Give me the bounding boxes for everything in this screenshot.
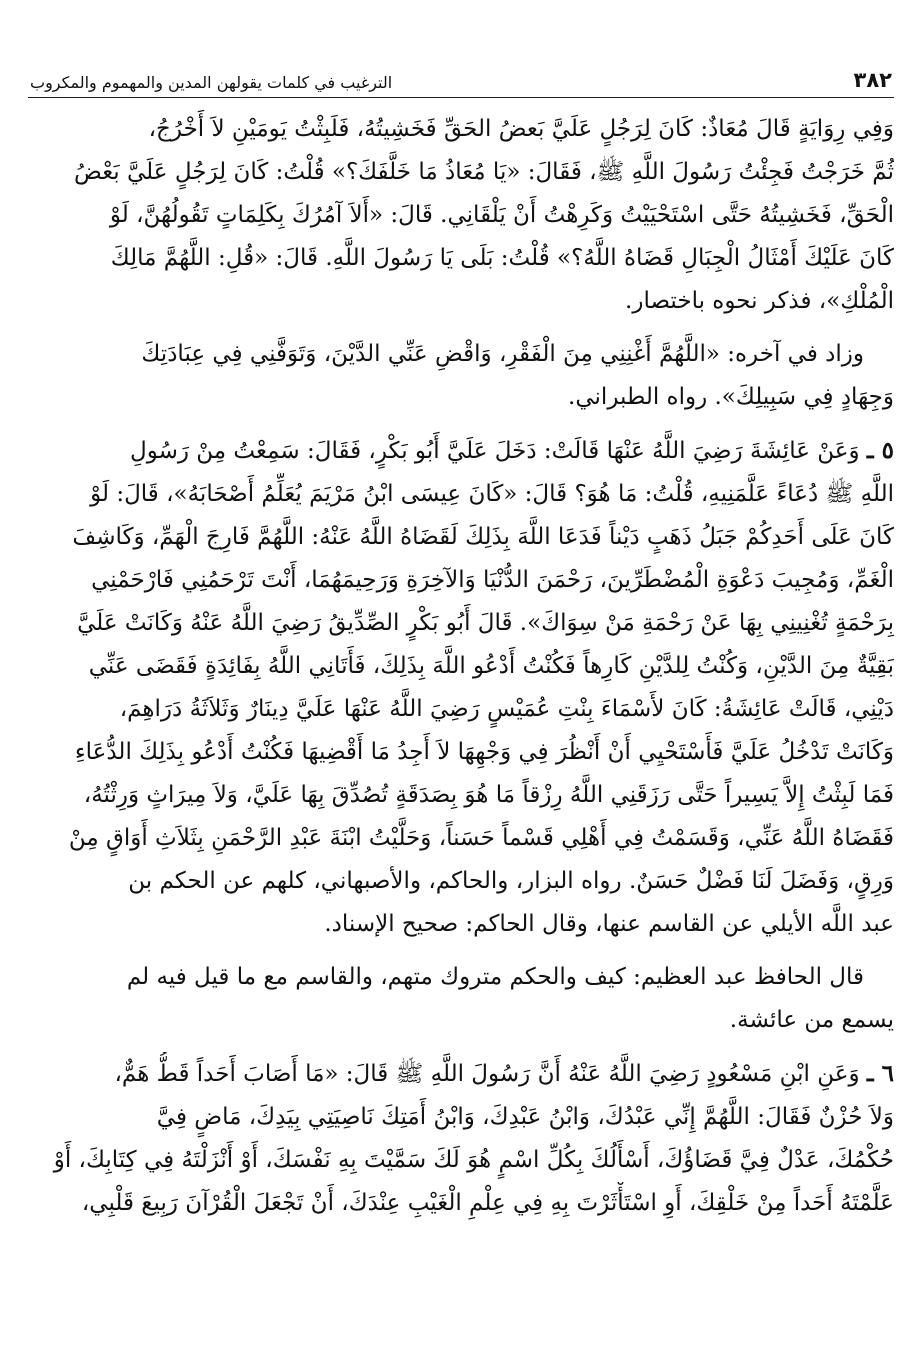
hadith-text: وَعَنْ عَائِشَةَ رَضِيَ اللَّهُ عَنْهَا قَالَتْ: دَخَلَ عَلَيَّ أَبُو بَكْرٍ، فَقَالَ: سَمِعْتُ مِنْ رَسُولِ xyxy=(130,438,860,464)
text-line: فَمَا لَبِثْتُ إِلاَّ يَسِيراً حَتَّى رَزَقَنِي اللَّهُ رِزْقاً مَا هُوَ بِصَدَقَةٍ تُصُدِّقَ بِهَا عَلَيَّ، وَلاَ مِيرَاثٍ وَرِثْتُهُ، xyxy=(83,782,894,808)
text-line: الْحَقِّ، فَخَشِيتُهُ حَتَّى اسْتَحْيَيْتُ وَكَرِهْتُ أَنْ يَلْقَانِي. قَالَ: «أَلاَ آمُرُكَ بِكَلِمَاتٍ تَقُولُهُنَّ، لَوْ xyxy=(109,202,894,228)
text-line: وَرِقٍ، وَفَضَلَ لَنَا فَضْلٌ حَسَنٌ. رواه البزار، والحاكم، والأصبهاني، كلهم عن الحكم بن xyxy=(128,868,894,894)
text-line xyxy=(28,429,894,473)
text-line: حُكْمُكَ، عَدْلٌ فِيَّ قَضَاؤُكَ، أَسْأَلُكَ بِكُلِّ اسْمٍ هُوَ لَكَ سَمَّيْتَ بِهِ نَفْسَكَ، أَوْ أَنْزَلْتَهُ فِي كِتَابِكَ، أَوْ xyxy=(53,1147,894,1173)
text-line: بَقِيَّةٌ مِنَ الدَّيْنِ، وَكُنْتُ لِلدَّيْنِ كَارِهاً فَكُنْتُ أَدْعُو اللَّهَ بِذَلِكَ، فَأَتَانِي اللَّهُ بِفَائِدَةٍ فَقَضَى عَنِّي xyxy=(88,653,894,679)
hadith-6 xyxy=(28,1052,894,1225)
text-line: اللَّهِ ﷺ دُعَاءً عَلَّمَنِيهِ، قُلْتُ: مَا هُوَ؟ قَالَ: «كَانَ عِيسَى ابْنُ مَرْيَمَ يُعَلِّمُ أَصْحَابَهُ»، قَالَ: لَوْ xyxy=(90,481,894,507)
paragraph-muadh-narration xyxy=(28,108,894,323)
running-title: الترغيب في كلمات يقولهن المدين والمهموم والمكروب xyxy=(30,73,393,92)
text-line: وَلاَ حُزْنٌ فَقَالَ: اللَّهُمَّ إِنِّي عَبْدُكَ، وَابْنُ عَبْدِكَ، وَابْنُ أَمَتِكَ نَاصِيَتِي بِيَدِكَ، مَاضٍ فِيَّ xyxy=(156,1104,894,1130)
text-line: كَانَ عَلَيْكَ أَمْثَالُ الْجِبَالِ قَضَاهُ اللَّهُ؟» قُلْتُ: بَلَى يَا رَسُولَ اللَّهِ. قَالَ: «قُلِ: اللَّهُمَّ مَالِكَ xyxy=(110,245,894,271)
text-line: وزاد في آخره: «اللَّهُمَّ أَغْنِنِي مِنَ الْفَقْرِ، وَاقْضِ عَنِّي الدَّيْنَ، وَتَوَفَّنِي فِي عِبَادَتِكَ xyxy=(141,341,864,367)
text-line xyxy=(28,1052,894,1096)
text-line: يسمع من عائشة. xyxy=(729,1007,894,1033)
hadith-5 xyxy=(28,429,894,946)
text-line: عبد اللَّه الأيلي عن القاسم عنها، وقال الحاكم: صحيح الإسناد. xyxy=(324,911,894,937)
text-line: عَلَّمْتَهُ أَحَداً مِنْ خَلْقِكَ، أَوِ اسْتَأْثَرْتَ بِهِ فِي عِلْمِ الْغَيْبِ عِنْدَكَ، أَنْ تَجْعَلَ الْقُرْآنَ رَبِيعَ قَلْبِي، xyxy=(81,1190,894,1216)
hadith-number: ٥ ـ xyxy=(866,437,894,464)
text-line: وَفِي رِوَايَةٍ قَالَ مُعَاذٌ: كَانَ لِرَجُلٍ عَلَيَّ بَعضُ الحَقِّ فَخَشِيتُهُ، فَلَبِثْتُ يَومَيْنِ لاَ أَخْرُجُ، xyxy=(148,116,894,142)
text-line: الْمُلْكِ»، فذكر نحوه باختصار. xyxy=(625,288,894,314)
page-body xyxy=(28,108,894,1225)
text-line: وَكَانَتْ تَدْخُلُ عَلَيَّ فَأَسْتَحْيِي أَنْ أَنْظُرَ فِي وَجْهِهَا لاَ أَجِدُ مَا أَقْضِيهَا فَكُنْتُ أَدْعُو بِذَلِكَ الدُّعَاءِ xyxy=(74,739,894,765)
text-line: ثُمَّ خَرَجْتُ فَجِئْتُ رَسُولَ اللَّهِ ﷺ، فَقَالَ: «يَا مُعَاذُ مَا خَلَّفَكَ؟» قُلْتُ: كَانَ لِرَجُلٍ عَلَيَّ بَعْضُ xyxy=(74,159,894,185)
text-line: وَجِهَادٍ فِي سَبِيلِكَ». رواه الطبراني. xyxy=(568,384,894,410)
hadith-text: وَعَنِ ابْنِ مَسْعُودٍ رَضِيَ اللَّهُ عَنْهُ أَنَّ رَسُولَ اللَّهِ ﷺ قَالَ: «مَا أَصَابَ أَحَداً قَطُّ هَمٌّ، xyxy=(114,1061,860,1087)
book-page xyxy=(28,58,894,1348)
hadith-number: ٦ ـ xyxy=(866,1060,894,1087)
text-line: قال الحافظ عبد العظيم: كيف والحكم متروك متهم، والقاسم مع ما قيل فيه لم xyxy=(126,964,864,990)
text-line: الْغَمِّ، وَمُجِيبَ دَعْوَةِ الْمُضْطَرِّينَ، رَحْمَنَ الدُّنْيَا وَالآخِرَةِ وَرَحِيمَهُمَا، أَنْتَ تَرْحَمُنِي فَارْحَمْنِي xyxy=(91,567,894,593)
paragraph-hafiz-comment xyxy=(28,956,894,1042)
page-number: ٣٨٢ xyxy=(853,68,892,92)
text-line: كَانَ عَلَى أَحَدِكُمْ جَبَلُ ذَهَبٍ دَيْناً فَدَعَا اللَّهَ بِذَلِكَ لَقَضَاهُ اللَّهُ عَنْهُ: اللَّهُمَّ فَارِجَ الْهَمِّ، وَكَاشِفَ xyxy=(72,524,894,550)
text-line: بِرَحْمَةٍ تُغْنِينِي بِهَا عَنْ رَحْمَةِ مَنْ سِوَاكَ». قَالَ أَبُو بَكْرٍ الصِّدِّيقُ رَضِيَ اللَّهُ عَنْهُ وَكَانَتْ عَلَيَّ xyxy=(77,610,894,636)
running-header xyxy=(28,58,894,98)
text-line: دَيْنِي، قَالَتْ عَائِشَةُ: كَانَ لأَسْمَاءَ بِنْتِ عُمَيْسٍ رَضِيَ اللَّهُ عَنْهَا عَلَيَّ دِينَارٌ وَثَلاَثَةُ دَرَاهِمَ، xyxy=(119,696,894,722)
paragraph-addition xyxy=(28,333,894,419)
text-line: فَقَضَاهُ اللَّهُ عَنِّي، وَقَسَمْتُ فِي أَهْلِي قَسْماً حَسَناً، وَحَلَّيْتُ ابْنَةَ عَبْدِ الرَّحْمَنِ بِثَلاَثِ أَوَاقٍ مِنْ xyxy=(68,825,894,851)
